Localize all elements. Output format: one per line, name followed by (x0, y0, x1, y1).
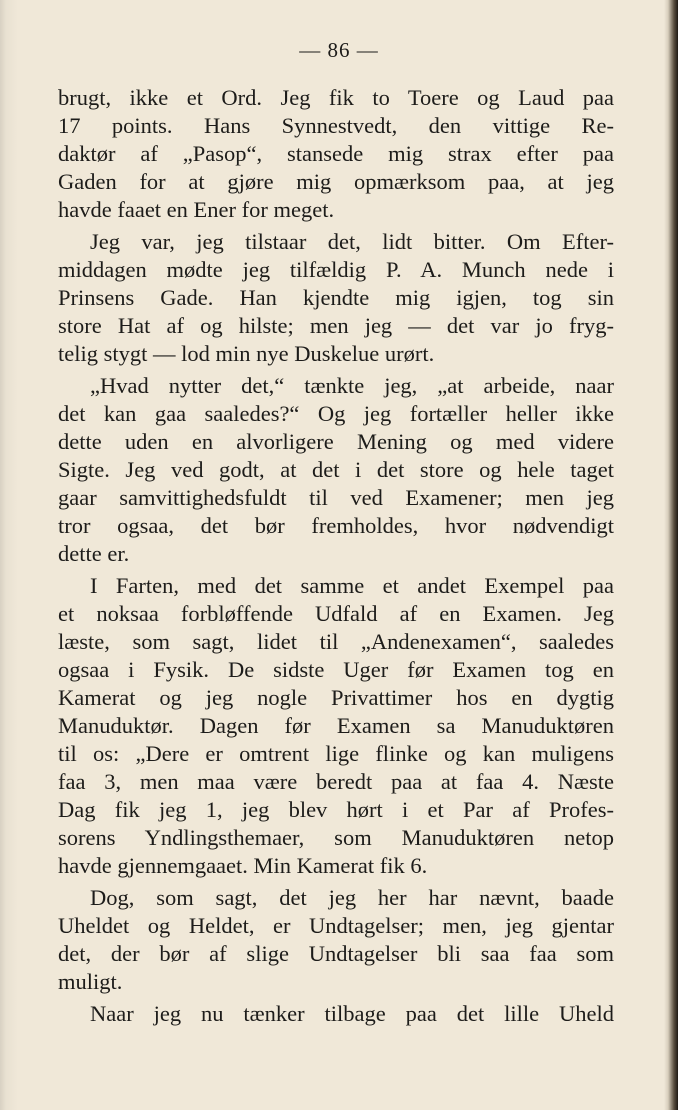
text-line: havde gjennemgaaet. Min Kamerat fik 6. (58, 853, 428, 878)
text-line: telig stygt — lod min nye Duskelue urørt. (58, 341, 435, 366)
text-line: „Hvad nytter det,“ tænkte jeg, „at arbeide, naar (90, 373, 614, 398)
text-line: det kan gaa saaledes?“ Og jeg fortæller heller ikke (58, 401, 614, 426)
text-line: brugt, ikke et Ord. Jeg fik to Toere og Laud paa (58, 85, 614, 110)
text-line: 17 points. Hans Synnestvedt, den vittige Re- (58, 113, 614, 138)
text-line: faa 3, men maa være beredt paa at faa 4. Næste (58, 769, 614, 794)
text-line: tror ogsaa, det bør fremholdes, hvor nødvendigt (58, 513, 614, 538)
text-line: gaar samvittighedsfuldt til ved Examener; men jeg (58, 485, 614, 510)
text-line: til os: „Dere er omtrent lige flinke og kan muligens (58, 741, 614, 766)
text-line: daktør af „Pasop“, stansede mig strax efter paa (58, 141, 614, 166)
text-line: et noksaa forbløffende Udfald af en Examen. Jeg (58, 601, 614, 626)
text-line: Dag fik jeg 1, jeg blev hørt i et Par af Profes- (58, 797, 614, 822)
text-line: Sigte. Jeg ved godt, at det i det store og hele taget (58, 457, 614, 482)
text-line: det, der bør af slige Undtagelser bli saa faa som (58, 941, 614, 966)
page-edge (664, 0, 678, 1110)
text-line: Gaden for at gjøre mig opmærksom paa, at jeg (58, 169, 614, 194)
text-line: Manuduktør. Dagen før Examen sa Manuduktøren (58, 713, 614, 738)
text-line: Prinsens Gade. Han kjendte mig igjen, tog sin (58, 285, 614, 310)
text-line: læste, som sagt, lidet til „Andenexamen“, saaledes (58, 629, 614, 654)
text-line: dette er. (58, 541, 130, 566)
text-line: Naar jeg nu tænker tilbage paa det lille Uheld (90, 1001, 614, 1026)
text-line: sorens Yndlingsthemaer, som Manuduktøren netop (58, 825, 614, 850)
text-line: Jeg var, jeg tilstaar det, lidt bitter. Om Efter- (90, 229, 614, 254)
text-line: middagen mødte jeg tilfældig P. A. Munch nede i (58, 257, 614, 282)
text-line: Kamerat og jeg nogle Privattimer hos en dygtig (58, 685, 614, 710)
text-line: I Farten, med det samme et andet Exempel paa (90, 573, 614, 598)
text-line: Uheldet og Heldet, er Undtagelser; men, jeg gjentar (58, 913, 614, 938)
text-line: muligt. (58, 969, 123, 994)
text-line: dette uden en alvorligere Mening og med videre (58, 429, 614, 454)
text-line: ogsaa i Fysik. De sidste Uger før Examen tog en (58, 657, 614, 682)
text-line: Dog, som sagt, det jeg her har nævnt, baade (90, 885, 614, 910)
text-line: havde faaet en Ener for meget. (58, 197, 335, 222)
page-number: — 86 — (299, 38, 379, 62)
text-line: store Hat af og hilste; men jeg — det var jo fryg- (58, 313, 614, 338)
